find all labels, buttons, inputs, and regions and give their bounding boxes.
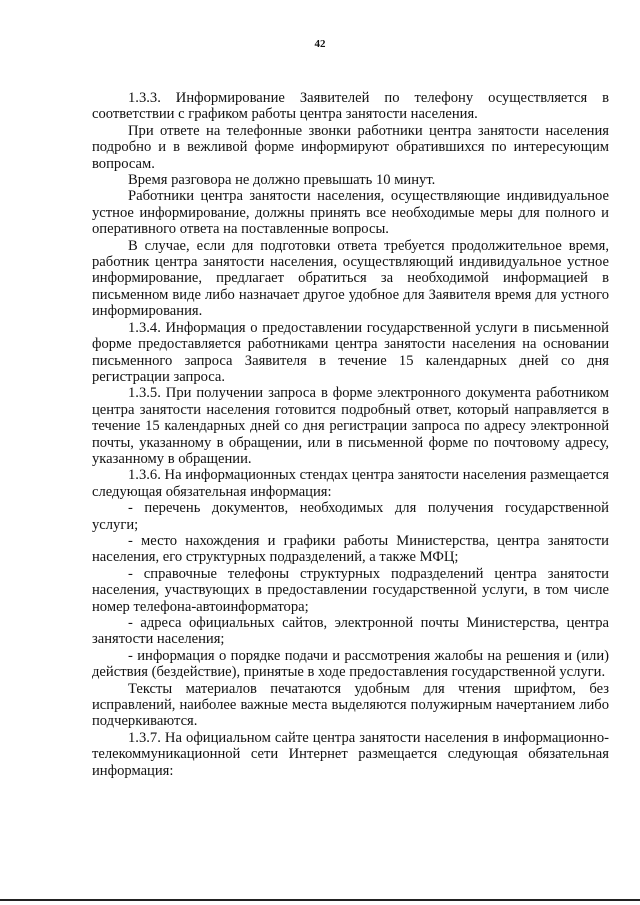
paragraph-print-rules: Тексты материалов печатаются удобным для чтения шрифтом, без исправлений, наиболее важные места выделяются полужирным начертанием либо подчеркиваются.: [92, 680, 609, 730]
list-item-websites: - адреса официальных сайтов, электронной почты Министерства, центра занятости населения;: [92, 615, 609, 648]
paragraph-1-3-7: 1.3.7. На официальном сайте центра занятости населения в информационно-телекоммуникационной сети Интернет размещается следующая обязательная информация:: [92, 729, 609, 779]
list-item-phones: - справочные телефоны структурных подразделений центра занятости населения, участвующих в предоставлении государственной услуги, в том числе номер телефона-автоинформатора;: [92, 565, 609, 615]
bottom-scan-edge: [0, 899, 640, 901]
paragraph-1-3-5: 1.3.5. При получении запроса в форме электронного документа работником центра занятости населения готовится подробный ответ, который направляется в течение 15 календарных дней со дня регистрации запроса по адресу электронной почты, указанному в обращении, или в письменной форме по почтовому адресу, указанному в обращении.: [92, 385, 609, 467]
paragraph-1-3-4: 1.3.4. Информация о предоставлении государственной услуги в письменной форме предоставляется работниками центра занятости населения на основании письменного запроса Заявителя в течение 15 календарных дней со дня регистрации запроса.: [92, 319, 609, 385]
paragraph-long-preparation: В случае, если для подготовки ответа требуется продолжительное время, работник центра занятости населения, осуществляющий индивидуальное устное информирование, предлагает обратиться за необходимой информацией в письменном виде либо назначает другое удобное для Заявителя время для устного информирования.: [92, 237, 609, 320]
page-number: 42: [314, 38, 326, 50]
list-item-locations: - место нахождения и графики работы Министерства, центра занятости населения, его структурных подразделений, а также МФЦ;: [92, 532, 609, 566]
body-text: [92, 90, 609, 779]
paragraph-workers-measures: Работники центра занятости населения, осуществляющие индивидуальное устное информирование, должны принять все необходимые меры для полного и оперативного ответа на поставленные вопросы.: [92, 188, 609, 238]
list-item-documents: - перечень документов, необходимых для получения государственной услуги;: [92, 500, 609, 533]
paragraph-phone-answer: При ответе на телефонные звонки работники центра занятости населения подробно и в вежливой форме информируют обратившихся по интересующим вопросам.: [92, 122, 609, 172]
paragraph-1-3-6: 1.3.6. На информационных стендах центра занятости населения размещается следующая обязательная информация:: [92, 467, 609, 500]
list-item-complaints: - информация о порядке подачи и рассмотрения жалобы на решения и (или) действия (бездействие), принятые в ходе предоставления государственной услуги.: [92, 647, 609, 681]
paragraph-call-duration: Время разговора не должно превышать 10 минут.: [128, 172, 436, 189]
paragraph-1-3-3: 1.3.3. Информирование Заявителей по телефону осуществляется в соответствии с графиком работы центра занятости населения.: [92, 90, 609, 123]
